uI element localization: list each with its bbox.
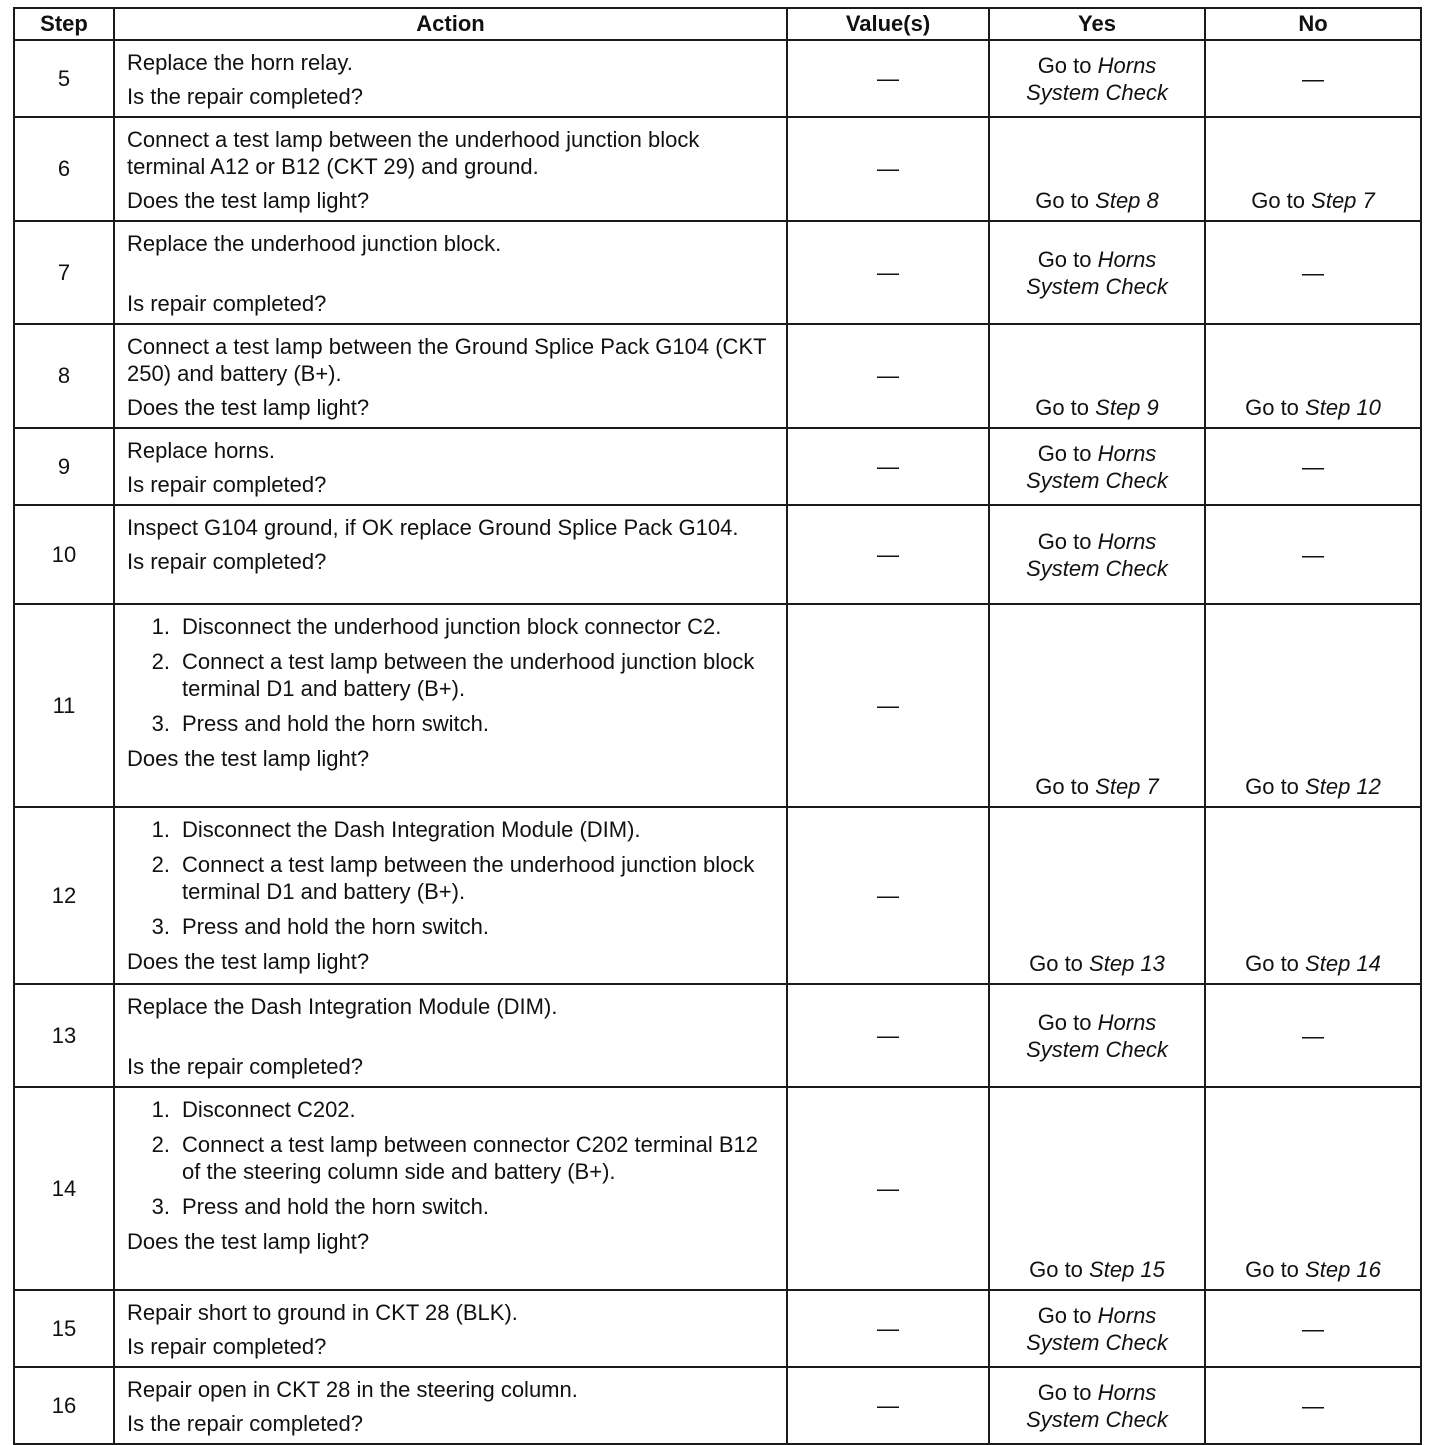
step-number: 8: [14, 324, 114, 428]
no-dash: —: [1302, 1393, 1324, 1418]
yes-cell: [989, 1087, 1205, 1290]
no-cell: [1205, 117, 1421, 221]
no-target: Step 16: [1305, 1257, 1381, 1282]
no-result: [1206, 394, 1420, 421]
no-cell: [1205, 1367, 1421, 1444]
yes-cell: [989, 1367, 1205, 1444]
go-to-label: Go to: [1029, 1257, 1083, 1282]
table-row: [14, 1087, 1421, 1290]
yes-target-continued: System Check: [1026, 79, 1168, 105]
action-cell: [114, 1367, 787, 1444]
action-question: Does the test lamp light?: [127, 1229, 370, 1254]
substep-text: Disconnect the underhood junction block connector C2.: [182, 614, 722, 639]
action-cell: [114, 40, 787, 117]
substep-item: [127, 710, 780, 737]
action-instruction: Replace the underhood junction block.: [127, 231, 502, 256]
action-question: Is the repair completed?: [127, 1411, 364, 1436]
yes-target-continued: System Check: [1026, 1036, 1168, 1062]
go-to-label: Go to: [1037, 1302, 1092, 1328]
yes-target: Horns: [1097, 1009, 1157, 1035]
no-target: Step 7: [1311, 188, 1375, 213]
header-action: Action: [114, 8, 787, 40]
table-row: [14, 117, 1421, 221]
header-step: Step: [14, 8, 114, 40]
table-row: [14, 1290, 1421, 1367]
step-number: 9: [14, 428, 114, 505]
yes-result: [990, 440, 1204, 494]
substep-item: [127, 1096, 780, 1123]
table-row: [14, 807, 1421, 984]
substep-item: [127, 1193, 780, 1220]
yes-result: [990, 394, 1204, 421]
yes-result: [990, 52, 1204, 106]
substep-text: Connect a test lamp between the underhood junction block terminal D1 and battery (B+).: [182, 852, 755, 904]
yes-cell: [989, 221, 1205, 324]
yes-cell: [989, 807, 1205, 984]
substep-item: [127, 816, 780, 843]
table-row: [14, 984, 1421, 1087]
action-question: Is repair completed?: [127, 472, 327, 497]
no-dash: —: [1302, 260, 1324, 285]
go-to-label: Go to: [1029, 951, 1083, 976]
go-to-label: Go to: [1037, 246, 1092, 272]
yes-result: [990, 1256, 1204, 1283]
no-cell: [1205, 428, 1421, 505]
yes-target-continued: System Check: [1026, 273, 1168, 299]
substep-item: [127, 613, 780, 640]
step-number: 10: [14, 505, 114, 604]
yes-target: Step 13: [1089, 951, 1165, 976]
substep-text: Press and hold the horn switch.: [182, 914, 489, 939]
action-question: Does the test lamp light?: [127, 395, 370, 420]
yes-target: Horns: [1097, 1302, 1157, 1328]
no-dash: —: [1302, 66, 1324, 91]
action-cell: [114, 117, 787, 221]
no-result: [1206, 187, 1420, 214]
step-number: 7: [14, 221, 114, 324]
no-target: Step 12: [1305, 774, 1381, 799]
action-question: Is repair completed?: [127, 549, 327, 574]
no-result: [1206, 773, 1420, 800]
action-question: Does the test lamp light?: [127, 949, 370, 974]
yes-target: Horns: [1097, 246, 1157, 272]
substep-number: 3.: [151, 711, 170, 736]
no-dash: —: [1302, 1023, 1324, 1048]
yes-result: [990, 1009, 1204, 1063]
action-instruction: Repair open in CKT 28 in the steering column.: [127, 1377, 578, 1402]
yes-cell: [989, 40, 1205, 117]
substep-text: Connect a test lamp between connector C202 terminal B12 of the steering column side and battery (B+).: [182, 1132, 758, 1184]
action-instruction: Inspect G104 ground, if OK replace Ground Splice Pack G104.: [127, 515, 739, 540]
step-number: 5: [14, 40, 114, 117]
no-dash: —: [1302, 1316, 1324, 1341]
yes-cell: [989, 604, 1205, 807]
yes-result: [990, 1379, 1204, 1433]
no-cell: [1205, 1290, 1421, 1367]
step-number: 11: [14, 604, 114, 807]
action-cell: [114, 1087, 787, 1290]
step-number: 12: [14, 807, 114, 984]
yes-target: Step 15: [1089, 1257, 1165, 1282]
action-question: Is the repair completed?: [127, 1054, 364, 1079]
go-to-label: Go to: [1037, 1009, 1092, 1035]
value-dash: —: [787, 221, 989, 324]
yes-cell: [989, 117, 1205, 221]
table-row: [14, 604, 1421, 807]
substep-number: 3.: [151, 1194, 170, 1219]
action-cell: [114, 984, 787, 1087]
substep-number: 3.: [151, 914, 170, 939]
table-row: [14, 428, 1421, 505]
value-dash: —: [787, 117, 989, 221]
step-number: 15: [14, 1290, 114, 1367]
diagnostic-table: [13, 7, 1422, 1445]
yes-result: [990, 528, 1204, 582]
no-target: Step 10: [1305, 395, 1381, 420]
yes-target: Step 9: [1095, 395, 1159, 420]
step-number: 13: [14, 984, 114, 1087]
no-dash: —: [1302, 542, 1324, 567]
value-dash: —: [787, 1290, 989, 1367]
no-cell: [1205, 221, 1421, 324]
action-instruction: Connect a test lamp between the Ground Splice Pack G104 (CKT 250) and battery (B+).: [127, 334, 767, 386]
substep-text: Connect a test lamp between the underhood junction block terminal D1 and battery (B+).: [182, 649, 755, 701]
yes-cell: [989, 428, 1205, 505]
action-instruction: Replace horns.: [127, 438, 275, 463]
value-dash: —: [787, 807, 989, 984]
table-row: [14, 324, 1421, 428]
action-cell: [114, 807, 787, 984]
header-yes: Yes: [989, 8, 1205, 40]
yes-result: [990, 773, 1204, 800]
go-to-label: Go to: [1035, 774, 1090, 799]
yes-target: Horns: [1097, 1379, 1157, 1405]
action-cell: [114, 1290, 787, 1367]
substep-number: 1.: [151, 817, 170, 842]
go-to-label: Go to: [1037, 1379, 1092, 1405]
step-number: 6: [14, 117, 114, 221]
no-cell: [1205, 807, 1421, 984]
substep-item: [127, 1131, 780, 1185]
table-row: [14, 40, 1421, 117]
yes-target: Horns: [1097, 440, 1157, 466]
yes-target: Horns: [1097, 528, 1157, 554]
go-to-label: Go to: [1035, 395, 1090, 420]
no-cell: [1205, 324, 1421, 428]
action-cell: [114, 428, 787, 505]
yes-target: Step 7: [1095, 774, 1159, 799]
substep-list: [127, 1096, 780, 1220]
no-cell: [1205, 40, 1421, 117]
substep-item: [127, 648, 780, 702]
yes-target-continued: System Check: [1026, 1406, 1168, 1432]
yes-result: [990, 1302, 1204, 1356]
substep-number: 2.: [151, 649, 170, 674]
go-to-label: Go to: [1037, 52, 1092, 78]
header-row: [14, 8, 1421, 40]
header-no: No: [1205, 8, 1421, 40]
action-question: Does the test lamp light?: [127, 188, 370, 213]
step-number: 16: [14, 1367, 114, 1444]
no-cell: [1205, 1087, 1421, 1290]
go-to-label: Go to: [1251, 188, 1306, 213]
action-instruction: Repair short to ground in CKT 28 (BLK).: [127, 1300, 518, 1325]
substep-text: Disconnect C202.: [182, 1097, 356, 1122]
no-result: [1206, 1256, 1420, 1283]
no-cell: [1205, 505, 1421, 604]
action-question: Is repair completed?: [127, 1334, 327, 1359]
table-row: [14, 505, 1421, 604]
go-to-label: Go to: [1035, 188, 1090, 213]
go-to-label: Go to: [1037, 528, 1092, 554]
substep-item: [127, 913, 780, 940]
value-dash: —: [787, 604, 989, 807]
yes-target-continued: System Check: [1026, 1329, 1168, 1355]
substep-number: 1.: [151, 614, 170, 639]
action-cell: [114, 505, 787, 604]
yes-cell: [989, 1290, 1205, 1367]
no-dash: —: [1302, 454, 1324, 479]
yes-result: [990, 246, 1204, 300]
go-to-label: Go to: [1245, 774, 1299, 799]
action-instruction: Replace the horn relay.: [127, 50, 353, 75]
go-to-label: Go to: [1245, 1257, 1299, 1282]
go-to-label: Go to: [1245, 951, 1299, 976]
action-instruction: Replace the Dash Integration Module (DIM).: [127, 994, 558, 1019]
yes-cell: [989, 984, 1205, 1087]
substep-item: [127, 851, 780, 905]
no-cell: [1205, 604, 1421, 807]
yes-target: Horns: [1097, 52, 1157, 78]
go-to-label: Go to: [1037, 440, 1092, 466]
table-row: [14, 221, 1421, 324]
value-dash: —: [787, 1087, 989, 1290]
value-dash: —: [787, 428, 989, 505]
yes-target: Step 8: [1095, 188, 1159, 213]
substep-number: 1.: [151, 1097, 170, 1122]
action-question: Is repair completed?: [127, 291, 327, 316]
substep-text: Disconnect the Dash Integration Module (DIM).: [182, 817, 641, 842]
yes-target-continued: System Check: [1026, 555, 1168, 581]
action-cell: [114, 604, 787, 807]
action-question: Does the test lamp light?: [127, 746, 370, 771]
yes-result: [990, 187, 1204, 214]
value-dash: —: [787, 984, 989, 1087]
action-cell: [114, 324, 787, 428]
go-to-label: Go to: [1245, 395, 1299, 420]
yes-cell: [989, 324, 1205, 428]
value-dash: —: [787, 324, 989, 428]
yes-target-continued: System Check: [1026, 467, 1168, 493]
substep-list: [127, 613, 780, 737]
action-cell: [114, 221, 787, 324]
value-dash: —: [787, 1367, 989, 1444]
no-target: Step 14: [1305, 951, 1381, 976]
action-question: Is the repair completed?: [127, 84, 364, 109]
no-result: [1206, 950, 1420, 977]
substep-text: Press and hold the horn switch.: [182, 1194, 489, 1219]
value-dash: —: [787, 505, 989, 604]
substep-number: 2.: [151, 1132, 170, 1157]
table-row: [14, 1367, 1421, 1444]
substep-list: [127, 816, 780, 940]
value-dash: —: [787, 40, 989, 117]
header-values: Value(s): [787, 8, 989, 40]
action-instruction: Connect a test lamp between the underhood junction block terminal A12 or B12 (CKT 29) and ground.: [127, 127, 700, 179]
substep-text: Press and hold the horn switch.: [182, 711, 489, 736]
step-number: 14: [14, 1087, 114, 1290]
substep-number: 2.: [151, 852, 170, 877]
no-cell: [1205, 984, 1421, 1087]
yes-cell: [989, 505, 1205, 604]
yes-result: [990, 950, 1204, 977]
